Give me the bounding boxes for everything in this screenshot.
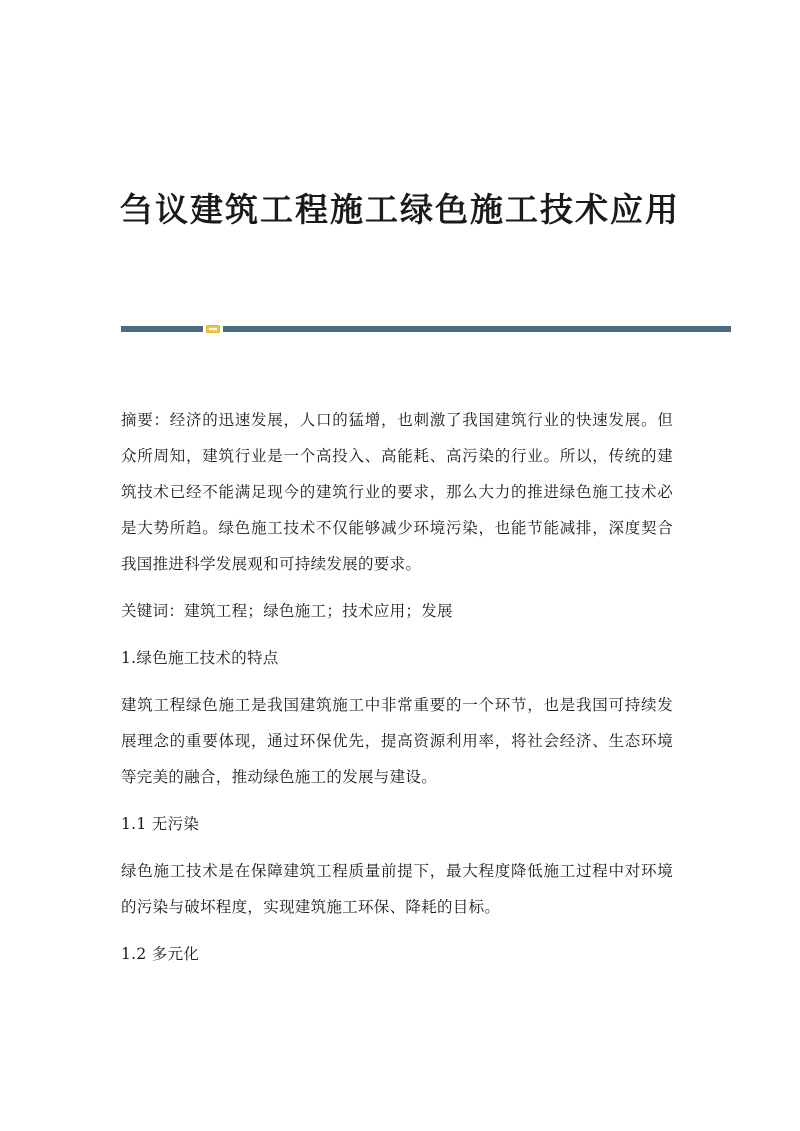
document-title: 刍议建筑工程施工绿色施工技术应用 [120, 190, 680, 229]
keywords-line: 关键词：建筑工程；绿色施工；技术应用；发展 [121, 602, 453, 620]
divider-ornament-icon [206, 325, 220, 333]
document-body [121, 402, 673, 983]
section-1-paragraph: 建筑工程绿色施工是我国建筑施工中非常重要的一个环节，也是我国可持续发展理念的重要体现，通过环保优先，提高资源利用率，将社会经济、生态环境等完美的融合，推动绿色施工的发展与建设。 [121, 696, 673, 786]
abstract-paragraph: 摘要：经济的迅速发展，人口的猛增，也刺激了我国建筑行业的快速发展。但众所周知，建筑行业是一个高投入、高能耗、高污染的行业。所以，传统的建筑技术已经不能满足现今的建筑行业的要求，那么大力的推进绿色施工技术必是大势所趋。绿色施工技术不仅能够减少环境污染，也能节能减排，深度契合我国推进科学发展观和可持续发展的要求。 [121, 411, 673, 573]
section-1-1-heading: 1.1 无污染 [121, 815, 200, 833]
section-1-heading: 1.绿色施工技术的特点 [121, 649, 279, 667]
title-divider [121, 325, 731, 333]
divider-bar-right [223, 326, 731, 332]
divider-bar-left [121, 326, 203, 332]
section-1-2-heading: 1.2 多元化 [121, 945, 200, 963]
section-1-1-paragraph: 绿色施工技术是在保障建筑工程质量前提下，最大程度降低施工过程中对环境的污染与破坏程度，实现建筑施工环保、降耗的目标。 [121, 862, 673, 916]
